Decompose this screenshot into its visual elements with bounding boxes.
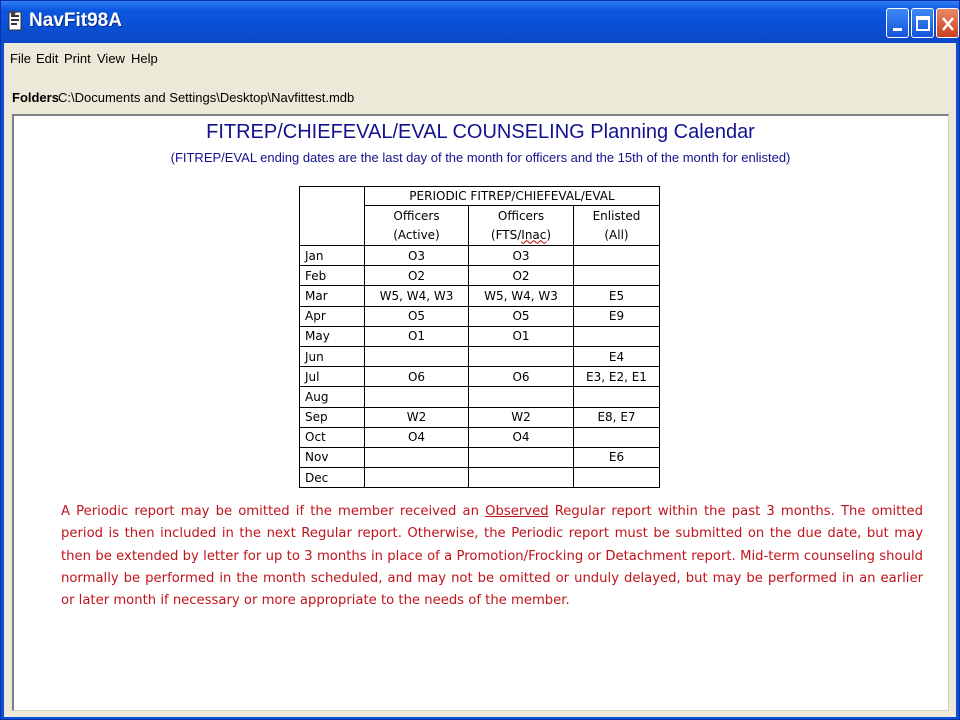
- month-cell: Jul: [300, 367, 365, 387]
- minimize-icon: [887, 9, 910, 39]
- officers-fts-cell: W5, W4, W3: [469, 286, 574, 306]
- officers-fts-cell: O1: [469, 326, 574, 346]
- folders-bar: [4, 85, 956, 109]
- spellcheck-underlined-word: Inac: [521, 227, 547, 242]
- enlisted-cell: E8, E7: [574, 407, 660, 427]
- officers-fts-cell: O5: [469, 306, 574, 326]
- menu-help[interactable]: Help: [131, 51, 158, 66]
- officers-active-cell: [365, 468, 469, 488]
- enlisted-cell: [574, 468, 660, 488]
- table-row: [300, 246, 660, 266]
- officers-fts-cell: O3: [469, 246, 574, 266]
- enlisted-cell: E9: [574, 306, 660, 326]
- col-header-line2-pre: (FTS/: [490, 227, 522, 242]
- menu-bar: [4, 47, 956, 71]
- table-row: [300, 346, 660, 366]
- col-header-line2: (All): [604, 227, 629, 242]
- content-panel: [12, 114, 949, 711]
- officers-fts-cell: W2: [469, 407, 574, 427]
- month-cell: Sep: [300, 407, 365, 427]
- menu-print[interactable]: Print: [64, 51, 91, 66]
- group-header: PERIODIC FITREP/CHIEFEVAL/EVAL: [365, 187, 660, 206]
- enlisted-cell: E6: [574, 447, 660, 467]
- close-button[interactable]: [936, 8, 959, 38]
- window-title: NavFit98A: [29, 10, 122, 31]
- table-row: [300, 367, 660, 387]
- officers-fts-cell: [469, 387, 574, 407]
- officers-active-cell: [365, 447, 469, 467]
- maximize-icon: [912, 9, 935, 39]
- page-title: FITREP/CHIEFEVAL/EVAL COUNSELING Planning Calendar: [206, 121, 755, 143]
- officers-active-cell: O1: [365, 326, 469, 346]
- table-row: [300, 266, 660, 286]
- officers-active-cell: W2: [365, 407, 469, 427]
- officers-active-cell: W5, W4, W3: [365, 286, 469, 306]
- month-cell: Jun: [300, 346, 365, 366]
- officers-fts-cell: [469, 346, 574, 366]
- table-row: [300, 427, 660, 447]
- officers-active-cell: [365, 346, 469, 366]
- table-row: [300, 326, 660, 346]
- menu-view[interactable]: View: [97, 51, 125, 66]
- month-cell: Dec: [300, 468, 365, 488]
- periodic-report-note: [61, 501, 923, 612]
- folders-path: C:\Documents and Settings\Desktop\Navfittest.mdb: [58, 90, 355, 105]
- officers-active-cell: O3: [365, 246, 469, 266]
- month-header-cell: [300, 187, 365, 246]
- col-header-officers-active: [365, 206, 469, 246]
- month-cell: Nov: [300, 447, 365, 467]
- col-header-officers-fts: [469, 206, 574, 246]
- month-cell: Jan: [300, 246, 365, 266]
- col-header-line2-post: ): [546, 227, 552, 242]
- table-row: [300, 306, 660, 326]
- enlisted-cell: E4: [574, 346, 660, 366]
- col-header-line1: Officers: [393, 208, 440, 223]
- page-subtitle: (FITREP/EVAL ending dates are the last day of the month for officers and the 15th of the month for enlisted): [170, 150, 791, 165]
- note-underlined-word: Observed: [485, 504, 549, 519]
- officers-fts-cell: O2: [469, 266, 574, 286]
- officers-fts-cell: O4: [469, 427, 574, 447]
- month-cell: Feb: [300, 266, 365, 286]
- month-cell: Aug: [300, 387, 365, 407]
- note-text-before: A Periodic report may be omitted if the member received an: [61, 504, 486, 519]
- table-row: [300, 387, 660, 407]
- officers-fts-cell: [469, 447, 574, 467]
- col-header-line2: (Active): [393, 227, 440, 242]
- officers-active-cell: O5: [365, 306, 469, 326]
- enlisted-cell: E3, E2, E1: [574, 367, 660, 387]
- folders-label: Folders: [12, 90, 59, 105]
- table-row: [300, 407, 660, 427]
- enlisted-cell: [574, 246, 660, 266]
- officers-active-cell: O6: [365, 367, 469, 387]
- menu-edit[interactable]: Edit: [36, 51, 59, 66]
- table-row: [300, 447, 660, 467]
- planning-calendar-table: [299, 186, 660, 488]
- month-cell: Mar: [300, 286, 365, 306]
- month-cell: Oct: [300, 427, 365, 447]
- calendar-rows: [300, 246, 660, 488]
- officers-active-cell: O4: [365, 427, 469, 447]
- menu-file[interactable]: File: [10, 51, 31, 66]
- officers-active-cell: O2: [365, 266, 469, 286]
- col-header-enlisted: [574, 206, 660, 246]
- enlisted-cell: E5: [574, 286, 660, 306]
- officers-fts-cell: [469, 468, 574, 488]
- enlisted-cell: [574, 326, 660, 346]
- maximize-button[interactable]: [911, 8, 934, 38]
- table-row: [300, 468, 660, 488]
- app-document-icon[interactable]: [7, 10, 23, 32]
- close-icon: [937, 9, 960, 39]
- month-cell: May: [300, 326, 365, 346]
- month-cell: Apr: [300, 306, 365, 326]
- minimize-button[interactable]: [886, 8, 909, 38]
- col-header-line1: Enlisted: [592, 208, 641, 223]
- table-row: [300, 286, 660, 306]
- enlisted-cell: [574, 427, 660, 447]
- title-bar[interactable]: [1, 1, 959, 43]
- officers-active-cell: [365, 387, 469, 407]
- enlisted-cell: [574, 387, 660, 407]
- client-area: [4, 43, 956, 717]
- enlisted-cell: [574, 266, 660, 286]
- note-text-after: Regular report within the past 3 months. The omitted period is then included in the next Regular report. Otherwise, the Periodic report must be submitted on the due date, but may then be extended by letter for up to 3 months in place of a Promotion/Frocking or Detachment report. Mid-term counseling should normally be performed in the month scheduled, and may not be omitted or unduly delayed, but may be performed in an earlier or later month if necessary or more appropriate to the needs of the member.: [61, 504, 923, 609]
- officers-fts-cell: O6: [469, 367, 574, 387]
- col-header-line1: Officers: [497, 208, 545, 223]
